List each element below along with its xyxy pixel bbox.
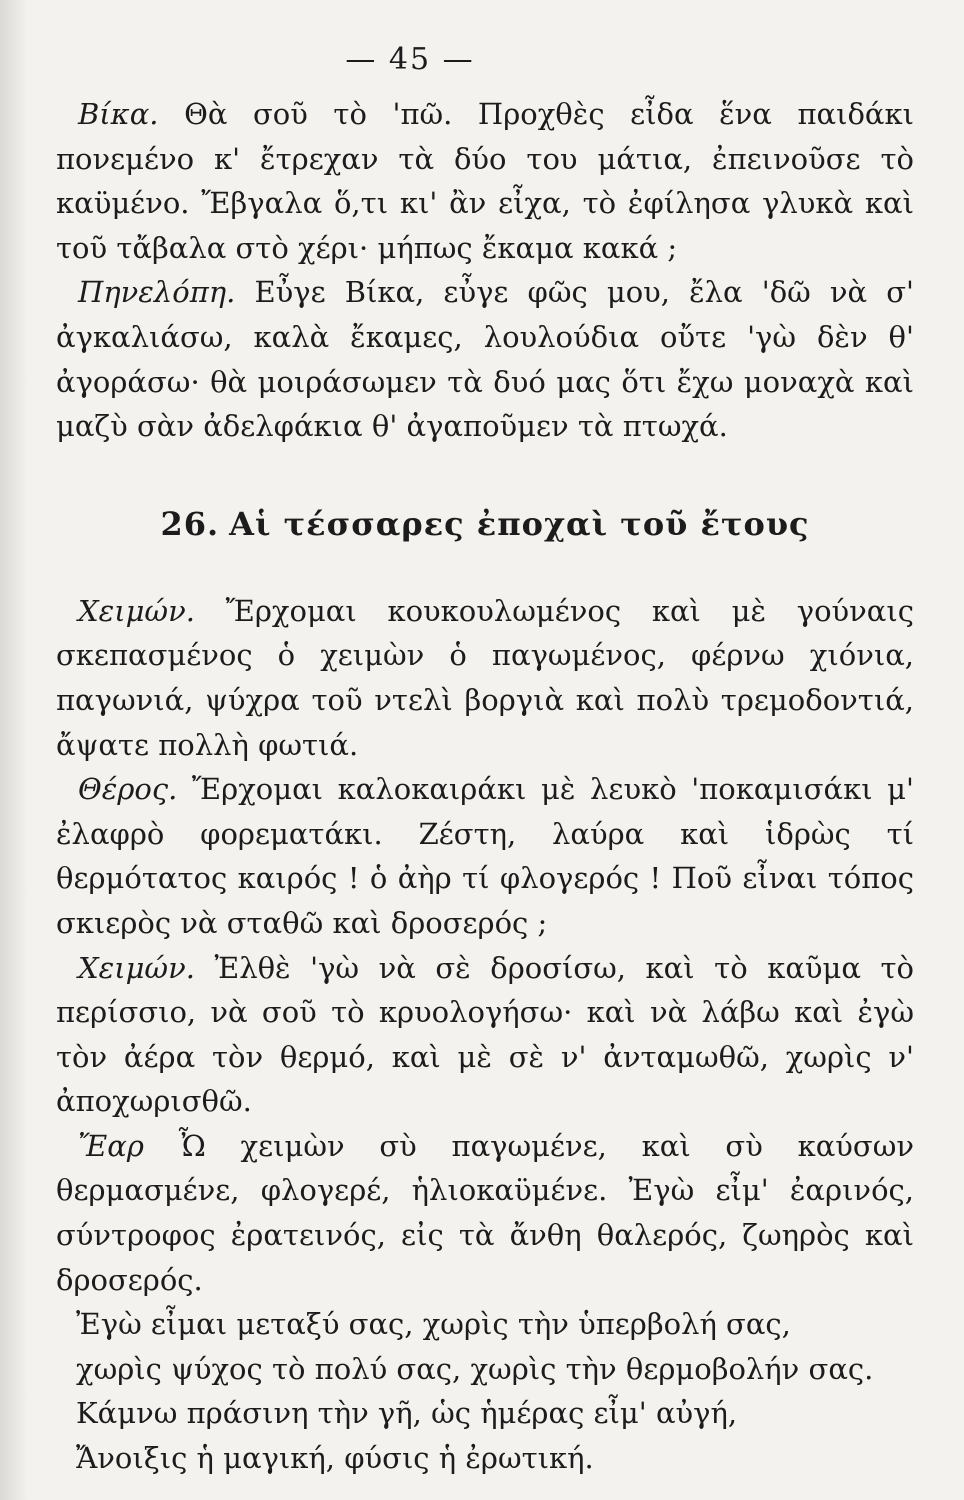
verse-line: Ἐγὼ εἶμαι μεταξύ σας, χωρὶς τὴν ὑπερβολή σας, [76,1307,791,1342]
speaker-name: Ἔαρ [78,1128,144,1163]
dialogue-paragraph-winter-2 [56,946,914,1124]
verse-line: χωρὶς ψύχος τὸ πολύ σας, χωρὶς τὴν θερμοβολήν σας. [76,1351,874,1386]
dialogue-text: Ἔρχομαι καλοκαιράκι μὲ λευκὸ 'ποκαμισάκι μ' ἐλαφρὸ φορεματάκι. Ζέστη, λαύρα καὶ ἱδρὼς τί θερμότατος καιρός ! ὁ ἀὴρ τί φλογερός ! Ποῦ εἶναι τόπος σκιερὸς νὰ σταθῶ καὶ δροσερός ; [56,772,914,940]
speaker-name: Βίκα. [78,97,159,131]
section-title: Αἱ τέσσαρες ἐποχαὶ τοῦ ἔτους [229,504,810,543]
speaker-name: Θέρος. [78,772,178,807]
section-heading [56,502,914,546]
dialogue-text: Ὦ χειμὼν σὺ παγωμένε, καὶ σὺ καύσων θερμασμένε, φλογερέ, ἡλιοκαϋμένε. Ἐγὼ εἶμ' ἐαρινός, σύντροφος ἐρατεινός, εἰς τὰ ἄνθη θαλερός, ζωηρὸς καὶ δροσερός. [56,1128,914,1297]
dialogue-paragraph-vika [56,92,914,270]
dialogue-paragraph-spring [56,1124,914,1302]
dialogue-text: Θὰ σοῦ τὸ 'πῶ. Προχθὲς εἶδα ἕνα παιδάκι πονεμένο κ' ἔτρεχαν τὰ δύο του μάτια, ἐπεινοῦσε τὸ καϋμένο. Ἔβγαλα ὅ,τι κι' ἂν εἶχα, τὸ ἐφίλησα γλυκὰ καὶ τοῦ τἄβαλα στὸ χέρι· μήπως ἔκαμα κακά ; [56,97,914,265]
page-body [56,92,914,1481]
dialogue-text: Εὖγε Βίκα, εὖγε φῶς μου, ἔλα 'δῶ νὰ σ' ἀγκαλιάσω, καλὰ ἔκαμες, λουλούδια οὔτε 'γὼ δὲν θ' ἀγοράσω· θὰ μοιράσωμεν τὰ δυό μας ὅτι ἔχω μοναχὰ καὶ μαζὺ σὰν ἀδελφάκια θ' ἀγαποῦμεν τὰ πτωχά. [56,275,914,444]
verse-line: Ἄνοιξις ἡ μαγική, φύσις ἡ ἐρωτική. [76,1441,594,1476]
speaker-name: Χειμών. [78,950,195,985]
speaker-name: Χειμών. [78,593,195,628]
page-binding-shadow [0,0,28,1500]
dialogue-paragraph-winter [56,589,914,767]
dialogue-text: Ἔρχομαι κουκουλωμένος καὶ μὲ γούναις σκεπασμένος ὁ χειμὼν ὁ παγωμένος, φέρνω χιόνια, παγωνιά, ψύχρα τοῦ ντελὶ βοργιὰ καὶ πολὺ τρεμοδοντιά, ἄψατε πολλὴ φωτιά. [56,593,914,762]
speaker-name: Πηνελόπη. [78,275,236,310]
dialogue-text: Ἐλθὲ 'γὼ νὰ σὲ δροσίσω, καὶ τὸ καῦμα τὸ περίσσιο, νὰ σοῦ τὸ κρυολογήσω· καὶ νὰ λάβω καὶ ἐγὼ τὸν ἀέρα τὸν θερμό, καὶ μὲ σὲ ν' ἀνταμωθῶ, χωρὶς ν' ἀποχωρισθῶ. [56,950,914,1119]
dialogue-paragraph-summer [56,767,914,945]
dialogue-paragraph-penelope [56,270,914,448]
section-number: 26. [160,504,220,543]
verse-line: Κάμνω πράσινη τὴν γῆ, ὡς ἡμέρας εἶμ' αὐγή, [76,1396,738,1431]
page-number: — 45 — [345,42,475,77]
